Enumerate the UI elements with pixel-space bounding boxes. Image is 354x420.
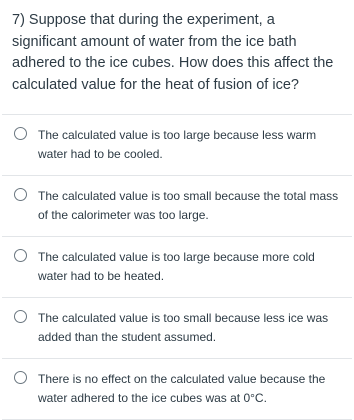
answer-label: The calculated value is too large because less warm water had to be cooled. bbox=[38, 128, 317, 161]
answer-option-4[interactable] bbox=[2, 298, 352, 359]
answer-list bbox=[2, 114, 352, 420]
answer-label: The calculated value is too small because less ice was added than the student assumed. bbox=[38, 311, 329, 344]
answer-option-5[interactable] bbox=[2, 359, 352, 420]
answer-label: The calculated value is too small because the total mass of the calorimeter was too large. bbox=[38, 189, 339, 222]
answer-option-3[interactable] bbox=[2, 237, 352, 298]
radio-button[interactable] bbox=[14, 127, 27, 140]
answer-label: There is no effect on the calculated value because the water adhered to the ice cubes was at 0°C. bbox=[38, 372, 326, 405]
answer-option-1[interactable] bbox=[2, 115, 352, 176]
answer-label: The calculated value is too large because more cold water had to be heated. bbox=[38, 250, 315, 283]
question-text: 7) Suppose that during the experiment, a significant amount of water from the ice bath adhered to the ice cubes. How does this affect the calculated value for the heat of fusion of ice? bbox=[12, 12, 334, 93]
radio-button[interactable] bbox=[14, 249, 27, 262]
answer-option-2[interactable] bbox=[2, 176, 352, 237]
radio-button[interactable] bbox=[14, 310, 27, 323]
radio-button[interactable] bbox=[14, 371, 27, 384]
radio-button[interactable] bbox=[14, 188, 27, 201]
